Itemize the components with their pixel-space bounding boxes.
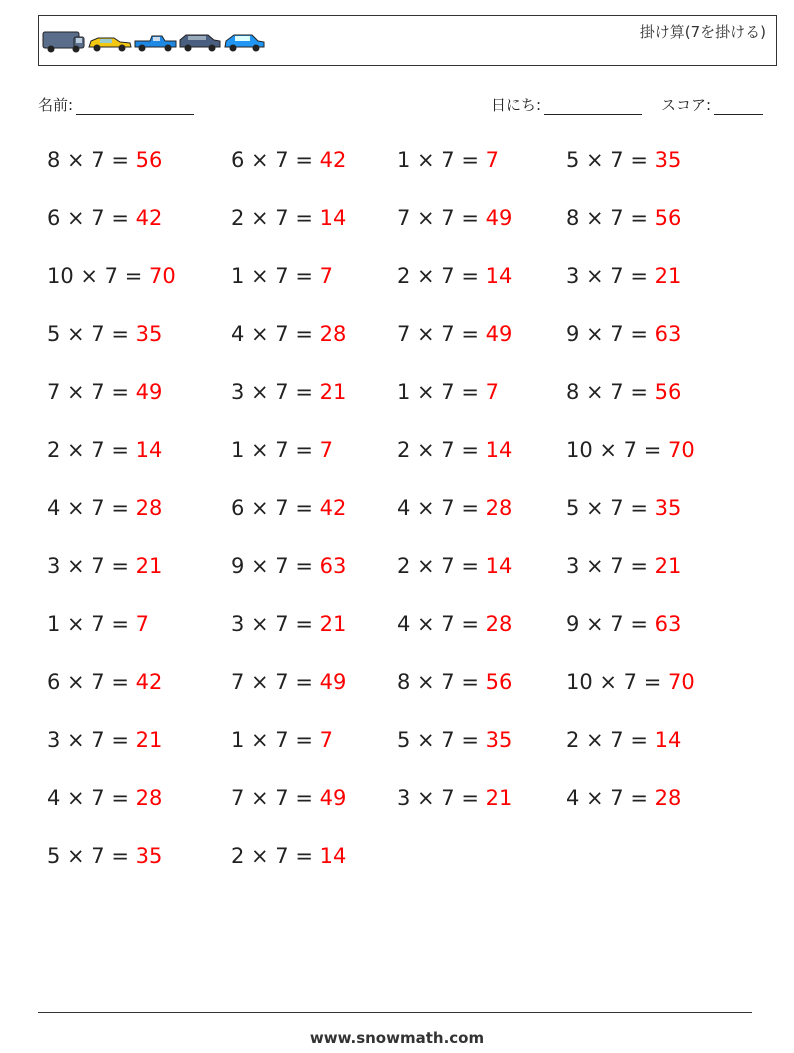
problem-question: 1 × 7 =	[397, 148, 486, 172]
problem-question: 9 × 7 =	[566, 322, 655, 346]
problem-item	[47, 496, 162, 520]
problem-item	[397, 670, 512, 694]
problem-item	[47, 322, 162, 346]
worksheet-header	[38, 15, 777, 66]
problem-item	[397, 438, 512, 462]
van-icon	[43, 32, 84, 53]
problem-question: 6 × 7 =	[231, 148, 320, 172]
pickup-icon	[135, 36, 176, 52]
problem-item	[397, 206, 512, 230]
problem-answer: 49	[319, 786, 347, 810]
problem-answer: 7	[485, 148, 499, 172]
date-blank[interactable]	[544, 99, 642, 115]
problem-question: 7 × 7 =	[397, 322, 486, 346]
problem-item	[566, 322, 681, 346]
problem-item	[47, 264, 176, 288]
problem-answer: 7	[135, 612, 149, 636]
footer-divider	[38, 1012, 752, 1013]
problem-answer: 49	[485, 206, 513, 230]
problem-answer: 35	[135, 844, 163, 868]
problem-answer: 49	[135, 380, 163, 404]
problem-answer: 63	[654, 322, 682, 346]
problem-answer: 28	[654, 786, 682, 810]
problem-answer: 7	[319, 728, 333, 752]
problem-answer: 14	[485, 264, 513, 288]
problem-answer: 14	[319, 206, 347, 230]
problem-question: 3 × 7 =	[397, 786, 486, 810]
problem-answer: 42	[319, 496, 347, 520]
problem-item	[566, 670, 695, 694]
problem-item	[231, 554, 346, 578]
date-label: 日にち:	[491, 96, 542, 114]
problem-question: 5 × 7 =	[566, 496, 655, 520]
problem-item	[397, 728, 512, 752]
problem-answer: 70	[148, 264, 176, 288]
problem-item	[231, 264, 333, 288]
problem-question: 5 × 7 =	[566, 148, 655, 172]
problem-question: 1 × 7 =	[231, 438, 320, 462]
problem-answer: 35	[485, 728, 513, 752]
problem-item	[566, 612, 681, 636]
problem-item	[397, 322, 512, 346]
worksheet-title: 掛け算(7を掛ける)	[639, 23, 766, 41]
problem-question: 4 × 7 =	[397, 496, 486, 520]
problem-answer: 56	[654, 206, 682, 230]
problem-item	[231, 496, 346, 520]
problem-item	[47, 728, 162, 752]
problem-answer: 70	[667, 438, 695, 462]
problem-item	[231, 786, 346, 810]
problem-item	[231, 206, 346, 230]
problem-question: 9 × 7 =	[566, 612, 655, 636]
problem-question: 2 × 7 =	[47, 438, 136, 462]
problem-question: 2 × 7 =	[566, 728, 655, 752]
problem-answer: 21	[135, 554, 163, 578]
problem-item	[47, 554, 162, 578]
problem-item	[47, 206, 162, 230]
problem-answer: 28	[319, 322, 347, 346]
problem-question: 2 × 7 =	[397, 554, 486, 578]
problem-question: 6 × 7 =	[231, 496, 320, 520]
problem-answer: 28	[135, 496, 163, 520]
name-field	[38, 94, 194, 115]
problem-item	[397, 612, 512, 636]
problem-item	[397, 264, 512, 288]
date-field	[491, 94, 642, 115]
problem-question: 1 × 7 =	[47, 612, 136, 636]
problem-item	[47, 786, 162, 810]
problem-answer: 21	[654, 264, 682, 288]
problem-question: 2 × 7 =	[397, 264, 486, 288]
problem-item	[231, 438, 333, 462]
hatchback-icon	[225, 35, 264, 52]
problem-answer: 14	[135, 438, 163, 462]
score-label: スコア:	[661, 96, 712, 114]
problem-item	[397, 786, 512, 810]
problem-question: 5 × 7 =	[47, 844, 136, 868]
problem-answer: 56	[135, 148, 163, 172]
problem-item	[231, 148, 346, 172]
problem-answer: 7	[319, 264, 333, 288]
problem-answer: 70	[667, 670, 695, 694]
problem-question: 1 × 7 =	[397, 380, 486, 404]
problem-question: 1 × 7 =	[231, 728, 320, 752]
problem-item	[566, 786, 681, 810]
yellow-car-icon	[89, 38, 131, 52]
problem-item	[566, 264, 681, 288]
problem-question: 7 × 7 =	[231, 670, 320, 694]
problem-question: 5 × 7 =	[47, 322, 136, 346]
problem-answer: 56	[485, 670, 513, 694]
problem-question: 6 × 7 =	[47, 206, 136, 230]
problem-answer: 21	[135, 728, 163, 752]
problem-item	[231, 670, 346, 694]
problem-question: 3 × 7 =	[47, 728, 136, 752]
problem-question: 3 × 7 =	[566, 264, 655, 288]
problem-item	[397, 380, 499, 404]
problem-answer: 7	[485, 380, 499, 404]
problem-question: 8 × 7 =	[566, 380, 655, 404]
problem-question: 3 × 7 =	[566, 554, 655, 578]
problem-question: 4 × 7 =	[47, 786, 136, 810]
problem-answer: 14	[485, 438, 513, 462]
problem-item	[231, 322, 346, 346]
problem-question: 10 × 7 =	[566, 438, 668, 462]
problem-answer: 35	[654, 496, 682, 520]
problem-answer: 7	[319, 438, 333, 462]
problem-item	[47, 380, 162, 404]
problem-question: 7 × 7 =	[47, 380, 136, 404]
problem-item	[566, 728, 681, 752]
problem-item	[397, 496, 512, 520]
problem-question: 5 × 7 =	[397, 728, 486, 752]
problem-question: 4 × 7 =	[231, 322, 320, 346]
problem-item	[566, 148, 681, 172]
name-label: 名前:	[38, 96, 74, 114]
problem-question: 3 × 7 =	[231, 380, 320, 404]
problem-item	[566, 380, 681, 404]
problem-question: 10 × 7 =	[47, 264, 149, 288]
problem-item	[231, 612, 346, 636]
problem-question: 4 × 7 =	[47, 496, 136, 520]
problem-answer: 63	[654, 612, 682, 636]
problem-question: 8 × 7 =	[47, 148, 136, 172]
footer-url: www.snowmath.com	[309, 1029, 485, 1047]
problem-answer: 21	[654, 554, 682, 578]
name-blank[interactable]	[76, 99, 194, 115]
problem-item	[47, 612, 149, 636]
problem-answer: 28	[485, 496, 513, 520]
problem-question: 4 × 7 =	[566, 786, 655, 810]
problem-item	[47, 670, 162, 694]
problem-answer: 42	[135, 206, 163, 230]
problem-answer: 28	[485, 612, 513, 636]
problem-item	[231, 844, 346, 868]
problem-item	[566, 438, 695, 462]
problem-question: 3 × 7 =	[231, 612, 320, 636]
problem-question: 7 × 7 =	[231, 786, 320, 810]
score-blank[interactable]	[714, 99, 763, 115]
problem-answer: 49	[319, 670, 347, 694]
problem-item	[47, 438, 162, 462]
problem-question: 1 × 7 =	[231, 264, 320, 288]
problem-question: 3 × 7 =	[47, 554, 136, 578]
problem-answer: 63	[319, 554, 347, 578]
problem-question: 6 × 7 =	[47, 670, 136, 694]
problem-item	[566, 496, 681, 520]
problem-answer: 56	[654, 380, 682, 404]
problem-answer: 49	[485, 322, 513, 346]
score-field	[661, 94, 763, 115]
problem-item	[566, 554, 681, 578]
problem-question: 4 × 7 =	[397, 612, 486, 636]
problem-answer: 14	[654, 728, 682, 752]
problem-question: 8 × 7 =	[566, 206, 655, 230]
problem-answer: 35	[654, 148, 682, 172]
problem-answer: 42	[319, 148, 347, 172]
problem-item	[231, 728, 333, 752]
suv-icon	[180, 35, 220, 52]
problem-question: 7 × 7 =	[397, 206, 486, 230]
problem-question: 2 × 7 =	[231, 844, 320, 868]
problem-question: 9 × 7 =	[231, 554, 320, 578]
problem-item	[231, 380, 346, 404]
problem-answer: 21	[319, 380, 347, 404]
cars-logo-icon	[42, 28, 268, 54]
problem-answer: 42	[135, 670, 163, 694]
problem-question: 2 × 7 =	[231, 206, 320, 230]
problem-answer: 35	[135, 322, 163, 346]
problem-question: 10 × 7 =	[566, 670, 668, 694]
problem-answer: 28	[135, 786, 163, 810]
problem-answer: 14	[319, 844, 347, 868]
problem-item	[566, 206, 681, 230]
problem-answer: 21	[485, 786, 513, 810]
problem-question: 2 × 7 =	[397, 438, 486, 462]
problem-answer: 14	[485, 554, 513, 578]
problem-item	[397, 554, 512, 578]
problem-item	[47, 148, 162, 172]
problem-answer: 21	[319, 612, 347, 636]
problem-question: 8 × 7 =	[397, 670, 486, 694]
problem-item	[397, 148, 499, 172]
problem-item	[47, 844, 162, 868]
